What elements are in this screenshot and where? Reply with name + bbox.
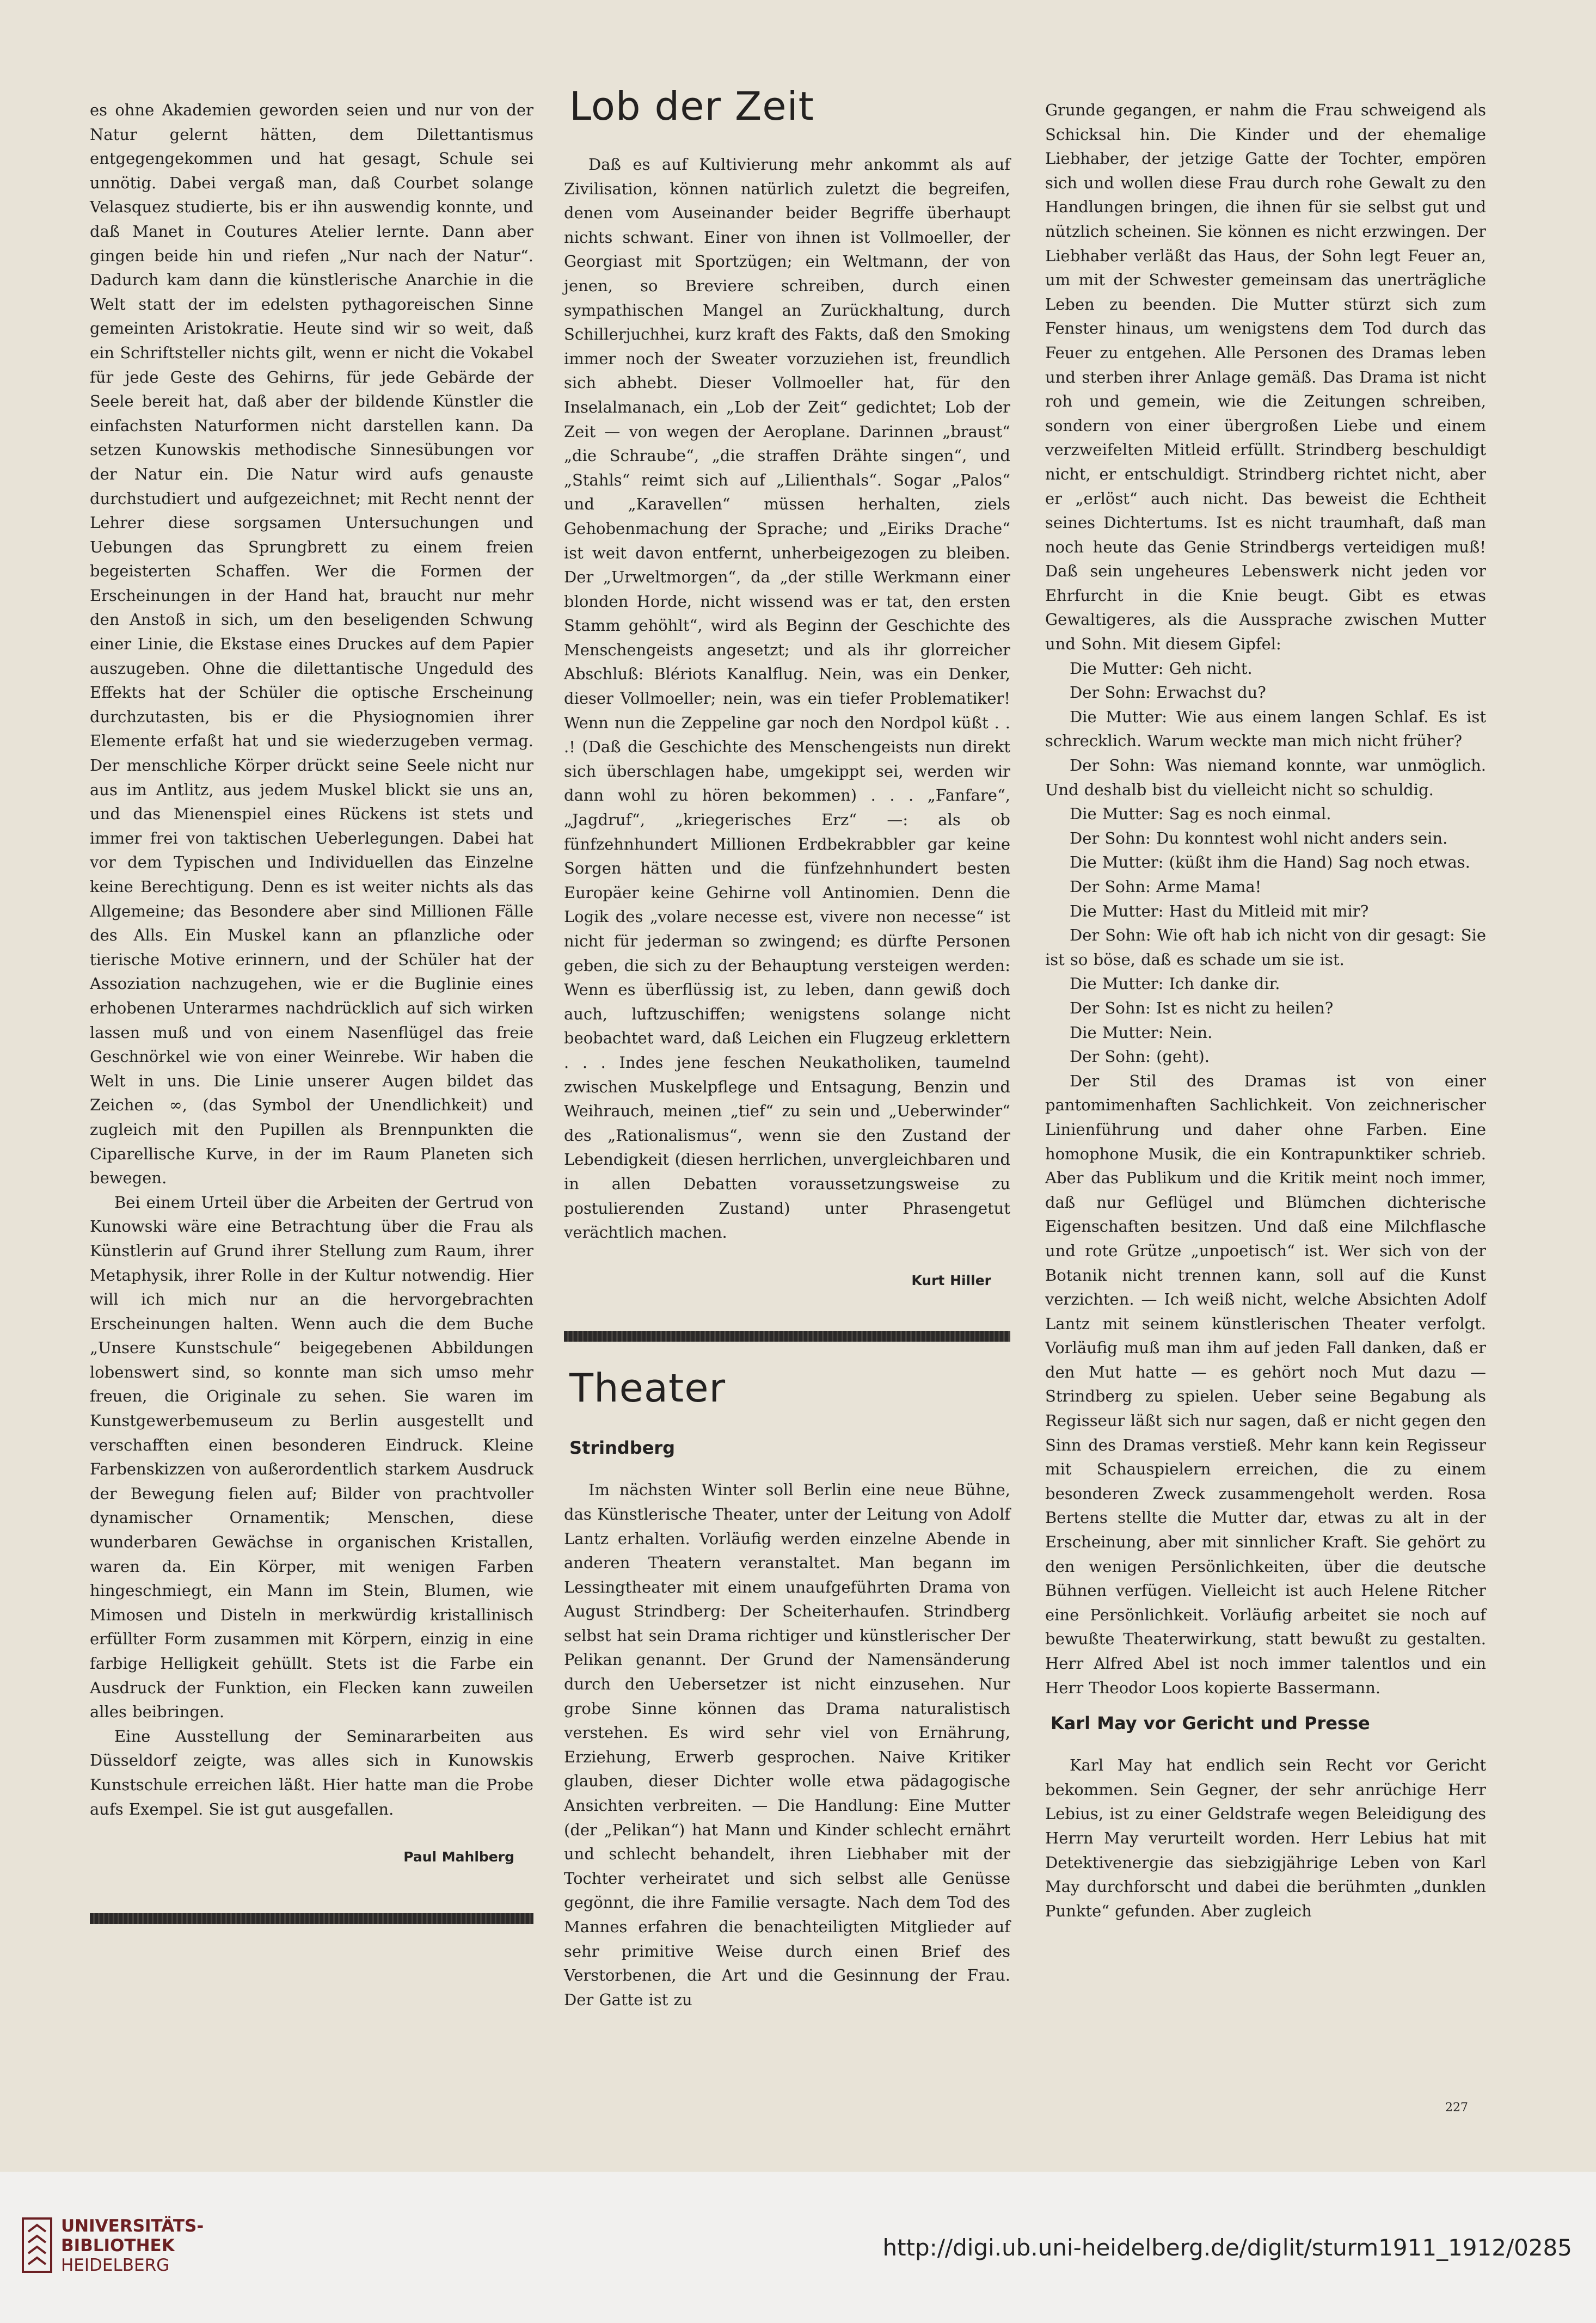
dialogue-line: Die Mutter: Nein. [1070,1023,1213,1042]
dialogue-line: Die Mutter: Sag es noch einmal. [1070,804,1331,824]
library-footer [0,2172,1596,2323]
author-signature: Paul Mahlberg [403,1849,514,1865]
logo-line: HEIDELBERG [61,2256,170,2275]
dialogue-line: Die Mutter: Geh nicht. [1070,659,1253,678]
article-subtitle: Karl May vor Gericht und Presse [1051,1713,1370,1734]
author-signature: Kurt Hiller [911,1272,991,1288]
dialogue-line: Der Sohn: Was niemand konnte, war unmöglich. Und deshalb bist du vielleicht nicht so schuldig. [1045,756,1486,799]
paragraph: Der Stil des Dramas ist von einer pantomimenhaften Sachlichkeit. Von zeichnerischer Linienführung und daher ohne Farben. Eine homophone Musik, die ein Kontrapunktiker schrieb. Aber das Publikum und die Kritik meint noch immer, daß nur Geflügel und Blümchen dichterische Eigenschaften besitzen. Und daß eine Milchflasche und rote Grütze „unpoetisch“ ist. Wer sich von der Botanik nicht trennen kann, soll auf die Kunst verzichten. — Ich weiß nicht, welche Absichten Adolf Lantz mit seinem künstlerischen Theater verfolgt. Vorläufig muß man ihm auf jeden Fall danken, daß er den Mut hatte — es gehört noch Mut dazu — Strindberg zu spielen. Ueber seine Begabung als Regisseur läßt sich nur sagen, daß er nicht gegen den Sinn des Dramas verstieß. Mehr kann kein Regisseur mit Schauspielern erreichen, die zu einem besonderen Zweck zusammengeholt werden. Rosa Bertens stellte die Mutter dar, etwas zu alt in der Erscheinung, aber mit sinnlicher Kraft. Sie gehört zu den wenigen Persönlichkeiten, über die deutsche Bühnen verfügen. Vielleicht ist auch Helene Ritcher eine Persönlichkeit. Vorläufig arbeitet sie noch auf bewußte Theaterwirkung, statt bewußt zu gestalten. Herr Alfred Abel ist noch immer talentlos und ein Herr Theodor Loos kopierte Bassermann. [1045,1071,1486,1697]
paragraph: Im nächsten Winter soll Berlin eine neue Bühne, das Künstlerische Theater, unter der Leitung von Adolf Lantz erhalten. Vorläufig werden einzelne Abende in anderen Theatern veranstaltet. Man begann im Lessingtheater mit einem unaufgeführten Drama von August Strindberg: Der Scheiterhaufen. Strindberg selbst hat sein Drama richtiger und künstlerischer Der Pelikan genannt. Der Grund der Namensänderung durch den Uebersetzer ist nicht einzusehen. Nur grobe Sinne können das Drama naturalistisch verstehen. Es wird sehr viel von Ernährung, Erziehung, Erwerb gesprochen. Naive Kritiker glauben, dieser Dichter wolle etwa pädagogische Ansichten verbreiten. — Die Handlung: Eine Mutter (der „Pelikan“) hat Mann und Kinder schlecht ernährt und schlecht behandelt, ihren Liebhaber mit der Tochter verheiratet und sich selbst alle Genüsse gegönnt, die ihre Familie versagte. Nach dem Tod des Mannes erfahren die benachteiligten Mitglieder auf sehr primitive Weise durch einen Brief des Verstorbenen, die Art und die Gesinnung der Frau. Der Gatte ist zu [564,1480,1010,2009]
section-title: Theater [569,1365,726,1411]
logo-line: UNIVERSITÄTS- [61,2216,204,2236]
paragraph: Grunde gegangen, er nahm die Frau schweigend als Schicksal hin. Die Kinder und der ehemalige Liebhaber, der jetzige Gatte der Tochter, empören sich und wollen diese Frau durch rohe Gewalt zu den Handlungen bringen, die ihnen für sie selbst gut und nützlich scheinen. Sie können es nicht erzwingen. Der Liebhaber verläßt das Haus, der Sohn legt Feuer an, um mit der Schwester gemeinsam das unerträgliche Leben zu beenden. Die Mutter stürzt sich zum Fenster hinaus, um wenigstens dem Tod durch das Feuer zu entgehen. Alle Personen des Dramas leben und sterben ihrer Anlage gemäß. Das Drama ist nicht roh und gemein, wie die Zeitungen schreiben, sondern von einer übergroßen Liebe und einem verzweifelten Mitleid erfüllt. Strindberg beschuldigt nicht, er entschuldigt. Strindberg richtet nicht, aber er „erlöst“ auch nicht. Das beweist die Echtheit seines Dichtertums. Ist es nicht traumhaft, daß man noch heute das Genie Strindbergs verteidigen muß! Daß sein ungeheures Lebenswerk nicht jeden vor Ehrfurcht in die Knie beugt. Gibt es etwas Gewaltigeres, als die Aussprache zwischen Mutter und Sohn. Mit diesem Gipfel: [1045,101,1486,654]
paragraph: Eine Ausstellung der Seminararbeiten aus Düsseldorf zeigte, was alles sich in Kunowskis Kunstschule erreichen läßt. Hier hatte man die Probe aufs Exempel. Sie ist gut ausgefallen. [90,1726,533,1818]
dialogue-line: Der Sohn: Ist es nicht zu heilen? [1070,998,1334,1017]
paragraph: es ohne Akademien geworden seien und nur von der Natur gelernt hätten, dem Dilettantismus entgegengekommen und hat gesagt, Schule sei unnötig. Dabei vergaß man, daß Courbet solange Velasquez studierte, bis er ihn auswendig konnte, und daß Manet in Coutures Atelier lernte. Dann aber gingen beide hin und riefen „Nur nach der Natur“. Dadurch kam dann die künstlerische Anarchie in die Welt statt der im edelsten pythagoreischen Sinne gemeinten Aristokratie. Heute sind wir so weit, daß ein Schriftsteller nichts gilt, wenn er nicht die Vokabel für jede Geste des Gehirns, für jede Gebärde der Seele bereit hat, daß aber der bildende Künstler die einfachsten Naturformen nicht darstellen kann. Da setzen Kunowskis methodische Sinnesübungen vor der Natur ein. Die Natur wird aufs genauste durchstudiert und aufgezeichnet; mit Recht nennt der Lehrer diese sorgsamen Untersuchungen und Uebungen das Sprungbrett zu einem freien begeisterten Schaffen. Wer die Formen der Erscheinungen in der Hand hat, braucht nur mehr den Anstoß in sich, um den beseligenden Schwung einer Linie, die Ekstase eines Druckes auf dem Papier auszugeben. Ohne die dilettantische Ungeduld des Effekts hat der Schüler die optische Erscheinung durchzutasten, bis er die Physiognomien ihrer Elemente erfaßt hat und sie wiederzugeben vermag. Der menschliche Körper drückt seine Seele nicht nur aus im Antlitz, aus jedem Muskel blickt sie uns an, und das Mienenspiel eines Rückens ist stets und immer frei von taktischen Ueberlegungen. Dabei hat vor dem Typischen und Individuellen das Einzelne keine Berechtigung. Denn es ist weiter nichts als das Allgemeine; das Besondere aber sind Millionen Fälle des Alls. Ein Muskel kann an pflanzliche oder tierische Motive erinnern, und der Schüler hat der Assoziation nachzugehen, wie er die Buglinie eines erhobenen Unterarmes nachdrücklich auf sich wirken lassen muß und von einem Nasenflügel das freie Geschnörkel wie von einer Weinrebe. Wir haben die Welt in uns. Die Linie unserer Augen bildet das Zeichen ∞, (das Symbol der Unendlichkeit) und zugleich mit den Pupillen als Brennpunkten die Ciparellische Kurve, in der im Raum Planeten sich bewegen. [90,101,533,1188]
dialogue-line: Der Sohn: Erwachst du? [1070,683,1266,702]
section-divider [90,1913,533,1924]
dialogue-line: Die Mutter: Wie aus einem langen Schlaf. Es ist schrecklich. Warum weckte man mich nicht früher? [1045,707,1486,751]
section-divider [564,1331,1010,1342]
dialogue-line: Der Sohn: Du konntest wohl nicht anders sein. [1070,828,1448,847]
library-logo-text [61,2216,204,2275]
column-right [1045,98,1486,1923]
article-title: Lob der Zeit [569,83,814,129]
page-number: 227 [1445,2101,1468,2115]
dialogue-line: Der Sohn: Arme Mama! [1070,877,1262,896]
logo-line: BIBLIOTHEK [61,2236,175,2256]
paragraph: Daß es auf Kultivierung mehr ankommt als auf Zivilisation, können natürlich zuletzt die begreifen, denen vom Auseinander beider Begriffe überhaupt nichts schwant. Einer von ihnen ist Vollmoeller, der Georgiast mit Sportzügen; ein Weltmann, der von jenen, so Breviere schreiben, durch einen sympathischen Mangel an Zurückhaltung, durch Schillerjuchhei, kurz kraft des Fakts, daß den Smoking immer noch der Sweater vorzuziehen ist, freundlich sich abhebt. Dieser Vollmoeller hat, für den Inselalmanach, ein „Lob der Zeit“ gedichtet; Lob der Zeit — von wegen der Aeroplane. Darinnen „braust“ „die Schraube“, „die straffen Drähte singen“, und „Stahls“ reimt sich auf „Lilienthals“. Sogar „Palos“ und „Karavellen“ müssen herhalten, ziels Gehobenmachung der Sprache; und „Eiriks Drache“ ist weit davon entfernt, unherbeigezogen zu bleiben. Der „Urweltmorgen“, da „der stille Werkmann einer blonden Horde, nicht wissend was er tat, den ersten Stamm gehöhlt“, wird als Beginn der Geschichte des Menschengeists angesetzt; und als ihr glorreicher Abschluß: Blériots Kanalflug. Nein, was ein Denker, dieser Vollmoeller; nein, was ein tiefer Problematiker! Wenn nun die Zeppeline gar noch den Nordpol küßt . . .! (Daß die Geschichte des Menschengeists nun direkt sich überschlagen habe, umgekippt sei, werden wir dann wohl zu hören bekommen) . . . „Fanfare“, „Jagdruf“, „kriegerisches Erz“ —: als ob fünfzehnhundert Millionen Erdbekrabbler gar keine Sorgen hätten und die fünfzehnhundert besten Europäer keine Gehirne voll Antinomien. Denn die Logik des „volare necesse est, vivere non necesse“ ist nicht für jederman so zwingend; es dürfte Personen geben, die sich zu der Behauptung versteigen werden: Wenn es überflüssig ist, zu leben, dann gewiß doch auch, luftzuschiffen; wenigstens solange nicht beobachtet ward, daß Leichen ein Flugzeug erklettern . . . Indes jene feschen Neukatholiken, taumelnd zwischen Muskelpflege und Entsagung, Benzin und Weihrauch, meinen „tief“ zu sein und „Ueberwinder“ des „Rationalismus“, wenn sie den Zustand der Lebendigkeit (diesen herrlichen, unvergleichbaren und in allen Debatten voraussetzungsweise zu postulierenden Zustand) unter Phrasengetut verächtlich machen. [564,155,1010,1242]
column-left [90,98,533,1924]
dialogue [1045,656,1486,1069]
paragraph: Karl May hat endlich sein Recht vor Gericht bekommen. Sein Gegner, der sehr anrüchige Herr Lebius, ist zu einer Geldstrafe wegen Beleidigung des Herrn May verurteilt worden. Herr Lebius hat mit Detektivenergie das siebzigjährige Leben von Karl May durchforscht und dabei die berühmten „dunklen Punkte“ gefunden. Aber zugleich [1045,1756,1486,1920]
dialogue-line: Der Sohn: (geht). [1070,1047,1210,1066]
dialogue-line: Der Sohn: Wie oft hab ich nicht von dir gesagt: Sie ist so böse, daß es schade um sie ist. [1045,926,1486,969]
source-url-link[interactable]: http://digi.ub.uni-heidelberg.de/diglit/sturm1911_1912/0285 [882,2234,1572,2261]
column-middle [564,82,1010,2012]
paragraph: Bei einem Urteil über die Arbeiten der Gertrud von Kunowski wäre eine Betrachtung über die Frau als Künstlerin auf Grund ihrer Stellung zum Raum, ihrer Metaphysik, ihrer Rolle in der Kultur notwendig. Hier will ich mich nur an die hervorgebrachten Erscheinungen halten. Wenn auch die dem Buche „Unsere Kunstschule“ beigegebenen Abbildungen lobenswert sind, so konnte man sich umso mehr freuen, die Originale zu sehen. Sie waren im Kunstgewerbemuseum zu Berlin ausgestellt und verschafften einen besonderen Eindruck. Kleine Farbenskizzen von außerordentlich starkem Ausdruck der Bewegung fielen auf; Bilder von prachtvoller dynamischer Ornamentik; Menschen, diese wunderbaren Gewächse in organischen Kristallen, waren da. Ein Körper, mit wenigen Farben hingeschmiegt, ein Mann im Stein, Blumen, wie Mimosen und Disteln in merkwürdig kristallinisch erfüllter Form zusammen mit Körpern, einzig in eine farbige Helligkeit gehüllt. Stets ist die Farbe ein Ausdruck der Funktion, ein Flecken kann zuweilen alles beibringen. [90,1193,533,1722]
library-logo-icon [21,2215,53,2275]
dialogue-line: Die Mutter: Ich danke dir. [1070,974,1280,993]
dialogue-line: Die Mutter: Hast du Mitleid mit mir? [1070,901,1369,920]
article-subtitle: Strindberg [569,1437,676,1459]
dialogue-line: Die Mutter: (küßt ihm die Hand) Sag noch etwas. [1070,853,1470,872]
